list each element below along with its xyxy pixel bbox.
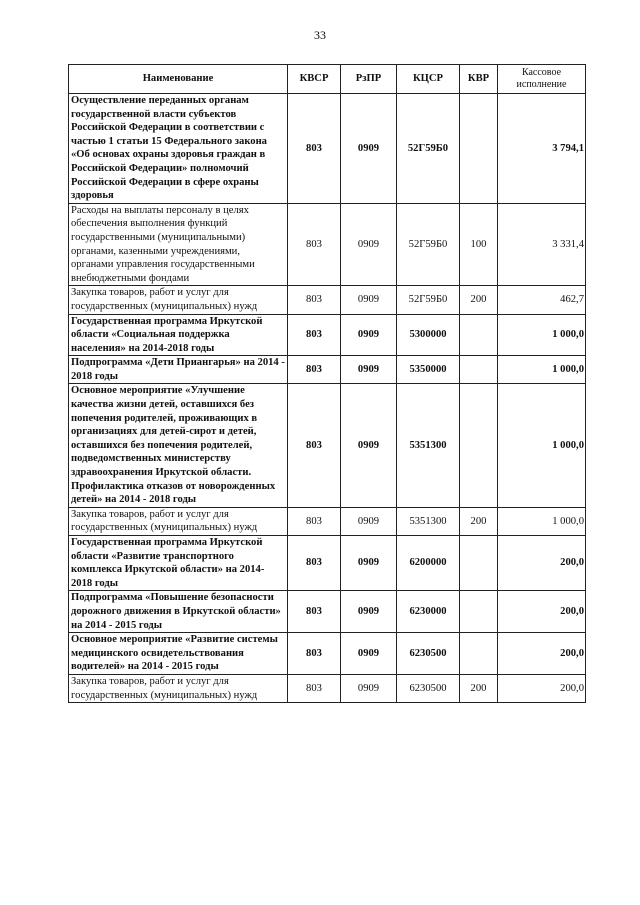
table-header-row	[69, 65, 586, 94]
table-row	[69, 94, 586, 204]
cell-amount: 3 794,1	[498, 94, 586, 204]
cell-kvr	[460, 591, 498, 633]
budget-table	[68, 64, 586, 703]
cell-kcsr: 6230000	[397, 591, 460, 633]
cell-kcsr: 5351300	[397, 507, 460, 535]
cell-rzpr: 0909	[341, 203, 397, 286]
cell-rzpr: 0909	[341, 94, 397, 204]
cell-name: Подпрограмма «Дети Приангарья» на 2014 - 2018 годы	[69, 356, 288, 384]
cell-kvr	[460, 536, 498, 591]
cell-kcsr: 5351300	[397, 384, 460, 507]
cell-name: Осуществление переданных органам государственной власти субъектов Российской Федерации в соответствии с частью 1 статьи 15 Федерального закона «Об основах охраны здоровья граждан в Российской Федерации» полномочий Российской Федерации в сфере охраны здоровья	[69, 94, 288, 204]
cell-name: Государственная программа Иркутской области «Социальная поддержка населения» на 2014-2018 годы	[69, 314, 288, 356]
table-row	[69, 633, 586, 675]
cell-amount: 200,0	[498, 591, 586, 633]
header-rzpr: РзПР	[341, 65, 397, 94]
table-body	[69, 94, 586, 703]
cell-name: Основное мероприятие «Развитие системы медицинского освидетельствования водителей» на 2014 - 2015 годы	[69, 633, 288, 675]
table-row	[69, 384, 586, 507]
header-name: Наименование	[69, 65, 288, 94]
cell-kcsr: 5300000	[397, 314, 460, 356]
cell-amount: 1 000,0	[498, 356, 586, 384]
cell-amount: 1 000,0	[498, 314, 586, 356]
cell-kcsr: 6200000	[397, 536, 460, 591]
table-row	[69, 591, 586, 633]
cell-kvsr: 803	[288, 356, 341, 384]
cell-kvsr: 803	[288, 203, 341, 286]
cell-amount: 200,0	[498, 633, 586, 675]
cell-rzpr: 0909	[341, 674, 397, 702]
cell-rzpr: 0909	[341, 507, 397, 535]
cell-name: Закупка товаров, работ и услуг для государственных (муниципальных) нужд	[69, 286, 288, 314]
cell-kvsr: 803	[288, 674, 341, 702]
header-kvsr: КВСР	[288, 65, 341, 94]
cell-name: Подпрограмма «Повышение безопасности дорожного движения в Иркутской области» на 2014 - 2015 годы	[69, 591, 288, 633]
cell-rzpr: 0909	[341, 536, 397, 591]
cell-kvsr: 803	[288, 507, 341, 535]
cell-kvr: 100	[460, 203, 498, 286]
cell-kcsr: 6230500	[397, 633, 460, 675]
cell-kvr	[460, 384, 498, 507]
cell-rzpr: 0909	[341, 314, 397, 356]
cell-amount: 1 000,0	[498, 384, 586, 507]
cell-kvr	[460, 314, 498, 356]
cell-kvr	[460, 356, 498, 384]
cell-kvr: 200	[460, 674, 498, 702]
cell-kvr: 200	[460, 507, 498, 535]
cell-kvr: 200	[460, 286, 498, 314]
cell-amount: 200,0	[498, 536, 586, 591]
cell-kvr	[460, 633, 498, 675]
table-row	[69, 286, 586, 314]
table-row	[69, 536, 586, 591]
cell-kcsr: 52Г59Б0	[397, 203, 460, 286]
header-cash: Кассовое исполнение	[498, 65, 586, 94]
cell-name: Государственная программа Иркутской области «Развитие транспортного комплекса Иркутской области» на 2014-2018 годы	[69, 536, 288, 591]
table-row	[69, 203, 586, 286]
cell-name: Закупка товаров, работ и услуг для государственных (муниципальных) нужд	[69, 674, 288, 702]
cell-kvsr: 803	[288, 286, 341, 314]
cell-rzpr: 0909	[341, 356, 397, 384]
header-kcsr: КЦСР	[397, 65, 460, 94]
cell-kcsr: 52Г59Б0	[397, 286, 460, 314]
page-number: 33	[314, 28, 326, 42]
cell-rzpr: 0909	[341, 286, 397, 314]
cell-amount: 1 000,0	[498, 507, 586, 535]
cell-kvsr: 803	[288, 633, 341, 675]
cell-kcsr: 5350000	[397, 356, 460, 384]
cell-name: Расходы на выплаты персоналу в целях обеспечения выполнения функций государственными (муниципальными) органами, казенными учреждениями, органами управления государственными внебюджетными фондами	[69, 203, 288, 286]
table-row	[69, 674, 586, 702]
cell-kcsr: 6230500	[397, 674, 460, 702]
cell-amount: 200,0	[498, 674, 586, 702]
cell-kvsr: 803	[288, 591, 341, 633]
cell-name: Закупка товаров, работ и услуг для государственных (муниципальных) нужд	[69, 507, 288, 535]
cell-name: Основное мероприятие «Улучшение качества жизни детей, оставшихся без попечения родителей, проживающих в организациях для детей-сирот и детей, оставшихся без попечения родителей, подведомственных министерству здравоохранения Иркутской области. Профилактика отказов от новорожденных детей» на 2014 - 2018 годы	[69, 384, 288, 507]
cell-rzpr: 0909	[341, 591, 397, 633]
table-row	[69, 507, 586, 535]
cell-rzpr: 0909	[341, 384, 397, 507]
cell-kvsr: 803	[288, 314, 341, 356]
header-kvr: КВР	[460, 65, 498, 94]
cell-kvsr: 803	[288, 536, 341, 591]
table-row	[69, 356, 586, 384]
cell-kvsr: 803	[288, 384, 341, 507]
cell-kvsr: 803	[288, 94, 341, 204]
cell-kvr	[460, 94, 498, 204]
table-row	[69, 314, 586, 356]
cell-amount: 462,7	[498, 286, 586, 314]
cell-kcsr: 52Г59Б0	[397, 94, 460, 204]
cell-rzpr: 0909	[341, 633, 397, 675]
cell-amount: 3 331,4	[498, 203, 586, 286]
